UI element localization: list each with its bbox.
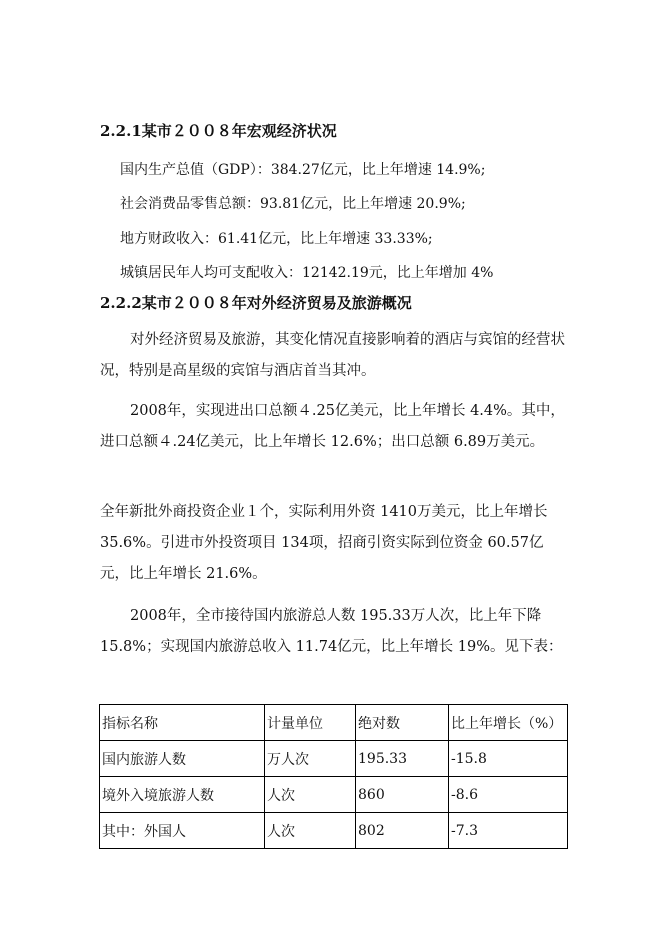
table-header-row xyxy=(100,705,568,741)
cell-unit: 人次 xyxy=(265,813,356,849)
tourism-table xyxy=(99,704,568,849)
paragraph-tourism: 2008年，全市接待国内旅游总人数 195.33万人次，比上年下降 15.8%；实现国内旅游总收入 11.74亿元，比上年增长 19%。见下表： xyxy=(100,608,563,655)
header-unit: 计量单位 xyxy=(265,705,356,741)
cell-unit: 人次 xyxy=(265,777,356,813)
header-growth: 比上年增长（%） xyxy=(449,705,568,741)
fiscal-revenue-line: 地方财政收入：61.41亿元，比上年增速 33.33%; xyxy=(120,231,433,247)
cell-indicator: 境外入境旅游人数 xyxy=(100,777,265,813)
cell-absolute: 195.33 xyxy=(356,741,449,777)
paragraph-foreign-investment: 全年新批外商投资企业１个，实际利用外资 1410万美元，比上年增长 35.6%。引进市外投资项目 134项，招商引资实际到位资金 60.57亿元，比上年增长 21.6%。 xyxy=(100,504,548,582)
cell-absolute: 860 xyxy=(356,777,449,813)
cell-growth: -15.8 xyxy=(449,741,568,777)
income-line: 城镇居民年人均可支配收入：12142.19元，比上年增加 4% xyxy=(120,265,494,281)
cell-growth: -7.3 xyxy=(449,813,568,849)
retail-sales-line: 社会消费品零售总额：93.81亿元，比上年增速 20.9%; xyxy=(120,196,466,212)
gdp-line: 国内生产总值（GDP）：384.27亿元，比上年增速 14.9%; xyxy=(120,162,486,178)
cell-absolute: 802 xyxy=(356,813,449,849)
section-heading-trade-tourism: 2.2.2某市２００８年对外经济贸易及旅游概况 xyxy=(100,294,412,312)
table-row xyxy=(100,741,568,777)
cell-unit: 万人次 xyxy=(265,741,356,777)
cell-indicator: 其中：外国人 xyxy=(100,813,265,849)
paragraph-trade-intro: 对外经济贸易及旅游，其变化情况直接影响着的酒店与宾馆的经营状况，特别是高星级的宾馆与酒店首当其冲。 xyxy=(100,332,565,379)
header-absolute: 绝对数 xyxy=(356,705,449,741)
cell-indicator: 国内旅游人数 xyxy=(100,741,265,777)
table-row xyxy=(100,777,568,813)
paragraph-import-export: 2008年，实现进出口总额４.25亿美元，比上年增长 4.4%。其中，进口总额４.24亿美元，比上年增长 12.6%；出口总额 6.89万美元。 xyxy=(100,403,565,450)
table-row xyxy=(100,813,568,849)
header-indicator: 指标名称 xyxy=(100,705,265,741)
section-heading-macro-economy: 2.2.1某市２００８年宏观经济状况 xyxy=(100,122,337,140)
cell-growth: -8.6 xyxy=(449,777,568,813)
